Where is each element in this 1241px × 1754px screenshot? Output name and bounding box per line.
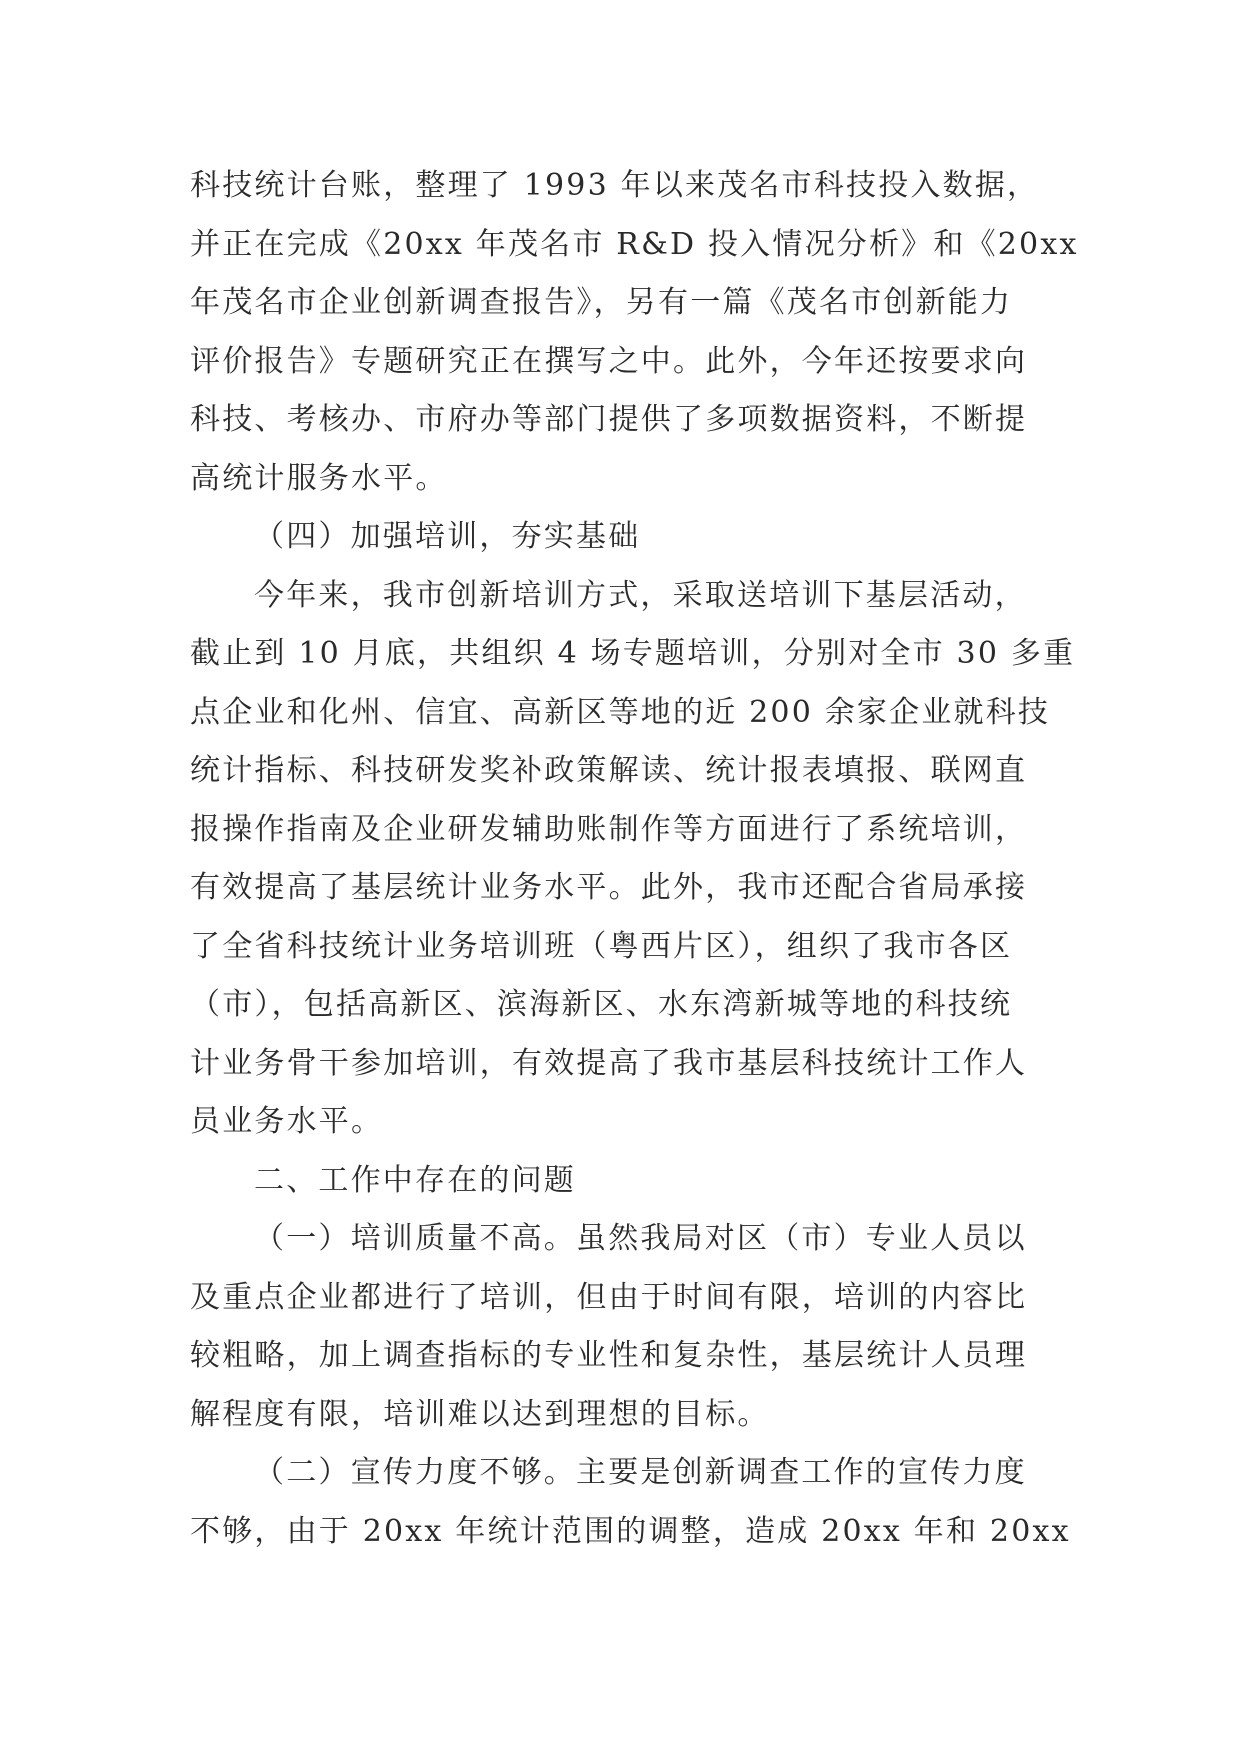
text-line: （一）培训质量不高。虽然我局对区（市）专业人员以 — [254, 1221, 1027, 1256]
text-line: 报操作指南及企业研发辅助账制作等方面进行了系统培训， — [190, 811, 1028, 847]
text-line: 截止到 10 月底，共组织 4 场专题培训，分别对全市 30 多重 — [190, 636, 1076, 671]
text-line: 点企业和化州、信宜、高新区等地的近 200 余家企业就科技 — [190, 694, 1051, 730]
text-line: 较粗略，加上调查指标的专业性和复杂性，基层统计人员理 — [190, 1338, 1028, 1373]
text-line: （四）加强培训，夯实基础 — [254, 519, 641, 554]
text-line: 评价报告》专题研究正在撰写之中。此外，今年还按要求向 — [190, 343, 1028, 379]
document-body — [190, 157, 1079, 1561]
text-line: 二、工作中存在的问题 — [254, 1162, 576, 1198]
text-line: 高统计服务水平。 — [190, 460, 448, 496]
paragraph — [190, 1152, 1060, 1211]
paragraph — [190, 567, 1076, 1152]
text-line: 了全省科技统计业务培训班（粤西片区），组织了我市各区 — [190, 928, 1013, 964]
text-line: 员业务水平。 — [190, 1104, 384, 1139]
text-line: 科技、考核办、市府办等部门提供了多项数据资料，不断提 — [190, 402, 1028, 437]
text-line: 及重点企业都进行了培训，但由于时间有限，培训的内容比 — [190, 1279, 1028, 1315]
text-line: 不够，由于 20xx 年统计范围的调整，造成 20xx 年和 20xx — [190, 1513, 1071, 1549]
text-line: 统计指标、科技研发奖补政策解读、统计报表填报、联网直 — [190, 753, 1028, 788]
text-line: 有效提高了基层统计业务水平。此外，我市还配合省局承接 — [190, 870, 1028, 905]
paragraph — [190, 157, 1079, 508]
paragraph — [190, 1210, 1060, 1444]
text-line: 解程度有限，培训难以达到理想的目标。 — [190, 1396, 770, 1432]
paragraph — [190, 1444, 1071, 1561]
text-line: 今年来，我市创新培训方式，采取送培训下基层活动， — [254, 577, 1027, 613]
text-line: 计业务骨干参加培训，有效提高了我市基层科技统计工作人 — [190, 1045, 1028, 1081]
text-line: （二）宣传力度不够。主要是创新调查工作的宣传力度 — [254, 1455, 1027, 1490]
text-line: 并正在完成《20xx 年茂名市 R&D 投入情况分析》和《20xx — [190, 226, 1079, 262]
text-line: （市），包括高新区、滨海新区、水东湾新城等地的科技统 — [190, 987, 1013, 1022]
text-line: 年茂名市企业创新调查报告》，另有一篇《茂名市创新能力 — [190, 285, 1013, 320]
text-line: 科技统计台账，整理了 1993 年以来茂名市科技投入数据， — [190, 168, 1040, 203]
paragraph — [190, 508, 1060, 567]
